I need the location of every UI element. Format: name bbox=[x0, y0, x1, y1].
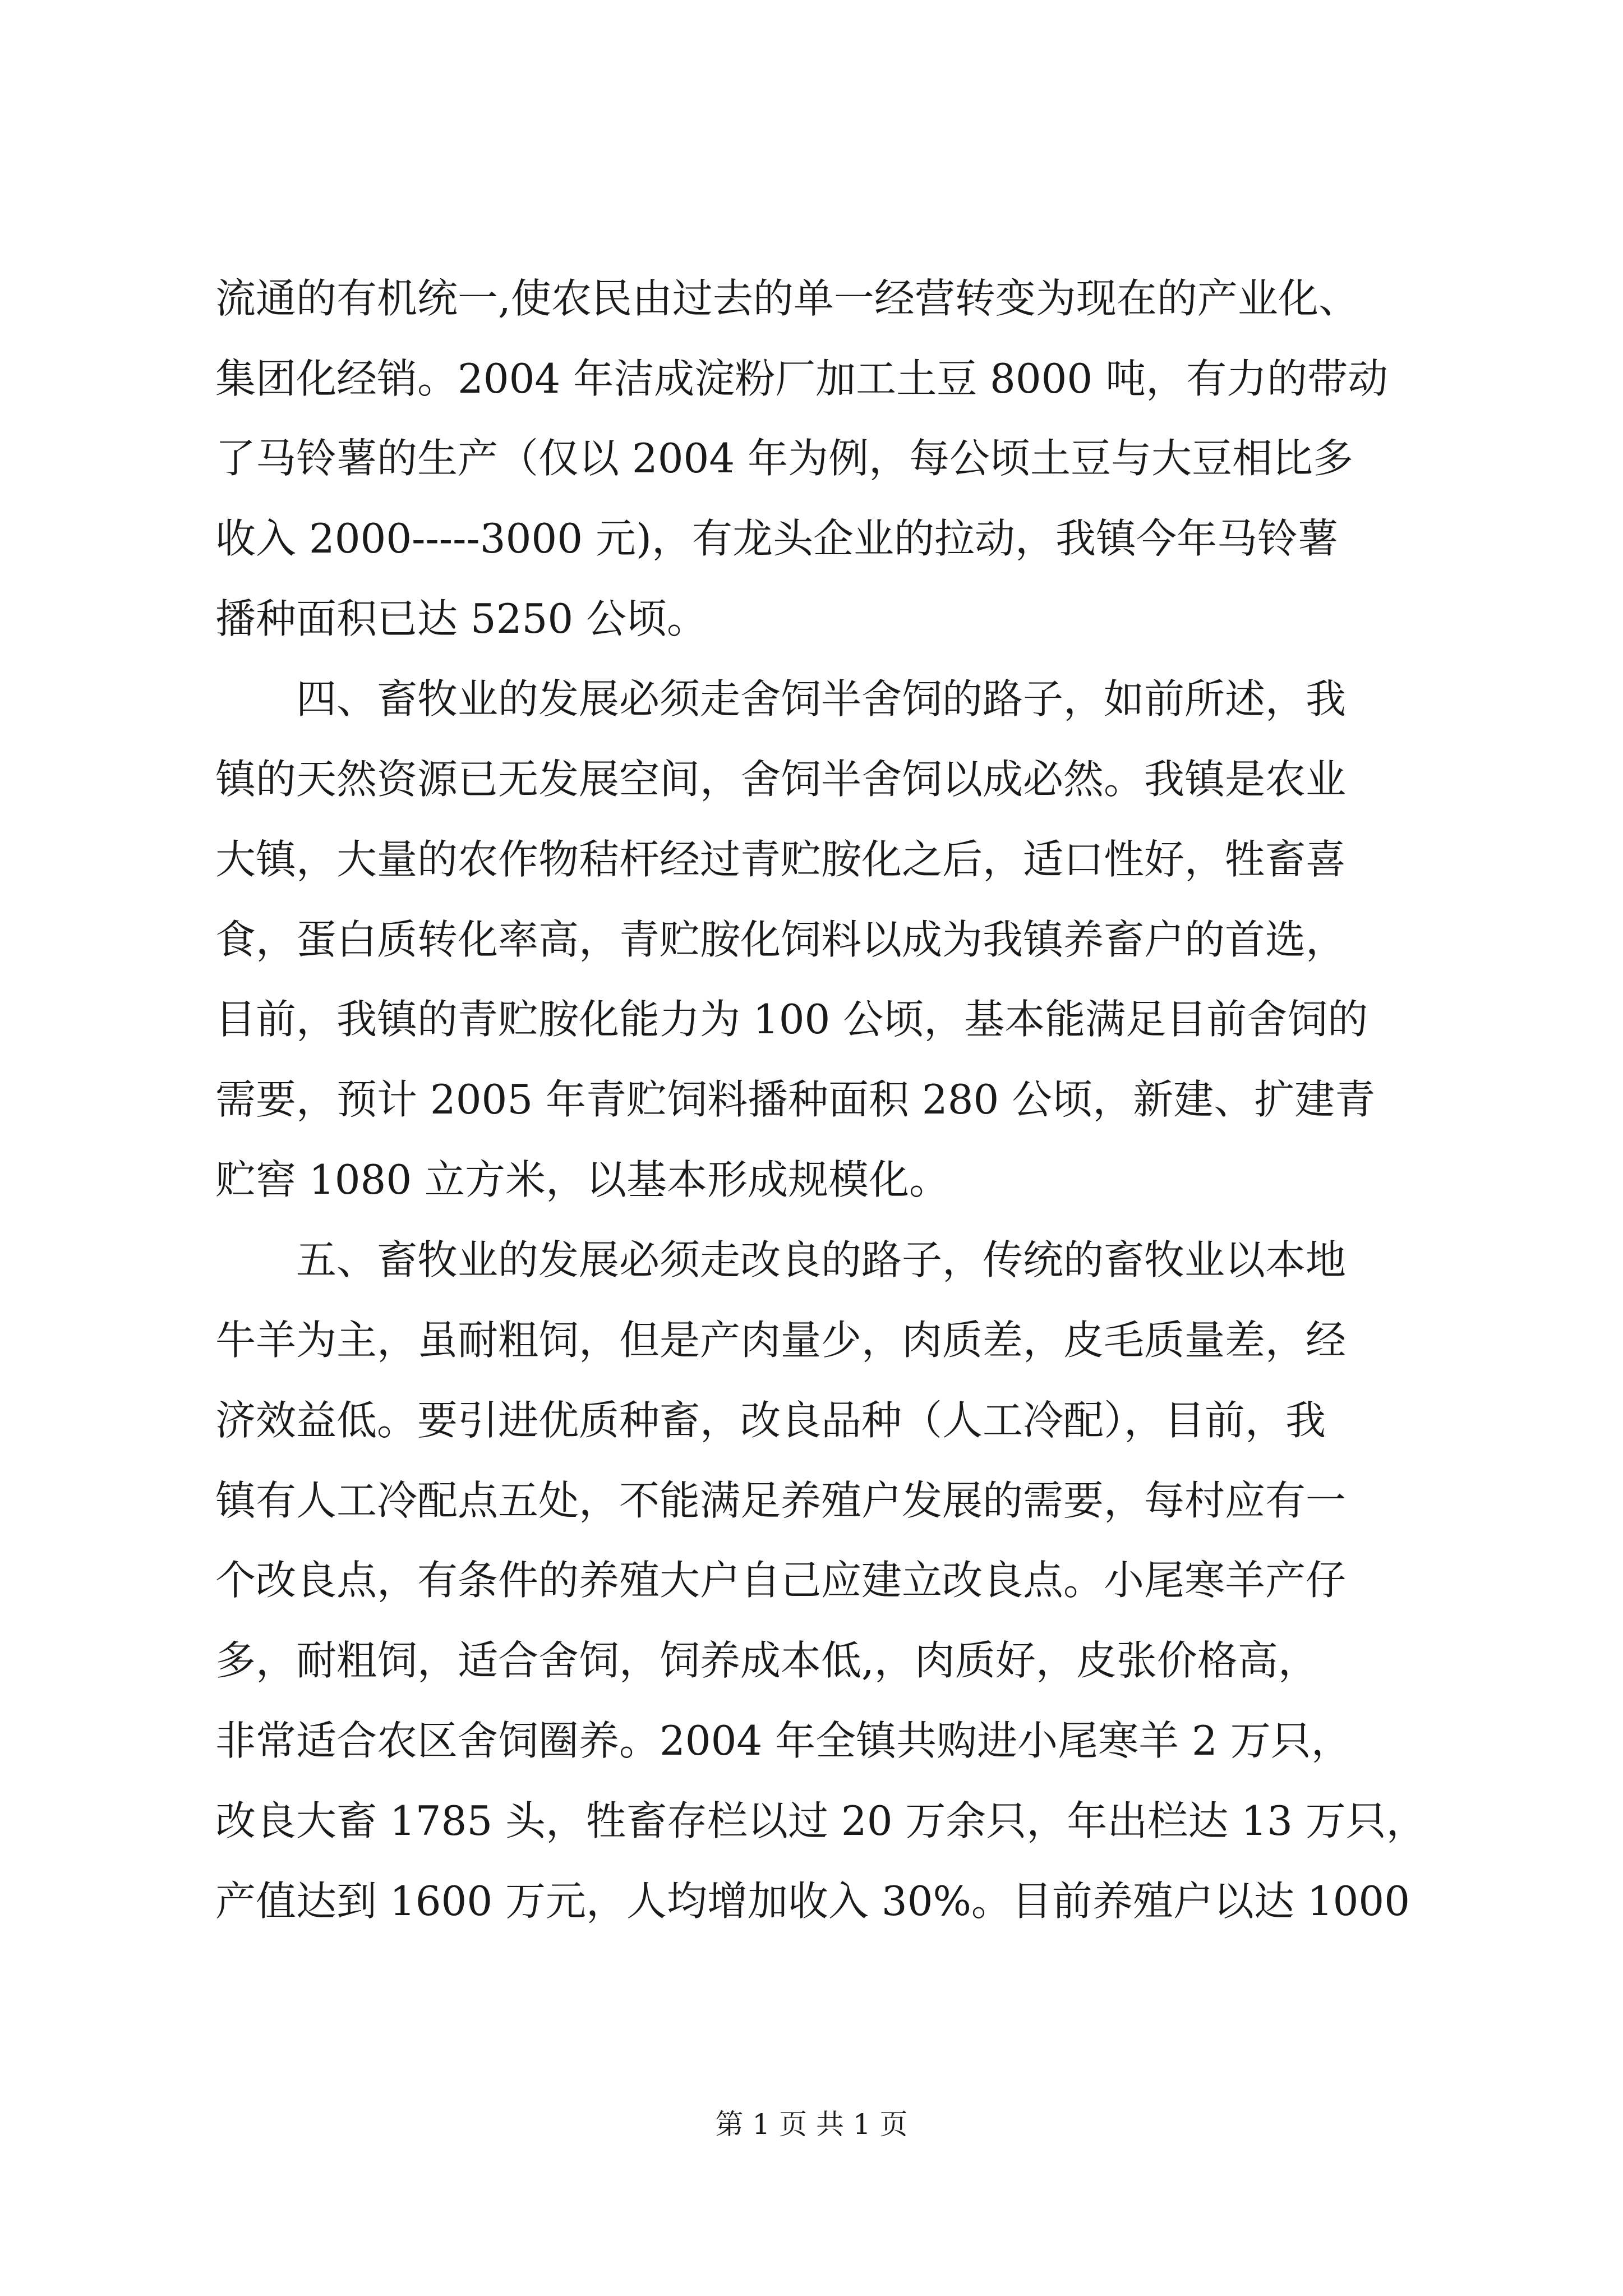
body-line: 牛羊为主，虽耐粗饲，但是产肉量少，肉质差，皮毛质量差，经 bbox=[215, 1317, 1347, 1364]
page-footer: 第 1 页 共 1 页 bbox=[715, 2108, 908, 2141]
body-line: 流通的有机统一,使农民由过去的单一经营转变为现在的产业化、 bbox=[215, 275, 1359, 322]
paragraph-start-line: 五、畜牧业的发展必须走改良的路子，传统的畜牧业以本地 bbox=[296, 1236, 1347, 1283]
body-line: 贮窖 1080 立方米，以基本形成规模化。 bbox=[215, 1156, 950, 1203]
body-line: 了马铃薯的生产（仅以 2004 年为例，每公顷土豆与大豆相比多 bbox=[215, 435, 1354, 482]
body-line: 集团化经销。2004 年洁成淀粉厂加工土豆 8000 吨，有力的带动 bbox=[215, 355, 1389, 402]
body-line: 播种面积已达 5250 公顷。 bbox=[215, 595, 708, 642]
body-line: 非常适合农区舍饲圈养。2004 年全镇共购进小尾寒羊 2 万只， bbox=[215, 1717, 1352, 1764]
body-line: 镇有人工冷配点五处，不能满足养殖户发展的需要，每村应有一 bbox=[215, 1477, 1347, 1524]
body-line: 目前，我镇的青贮胺化能力为 100 公顷，基本能满足目前舍饲的 bbox=[215, 996, 1368, 1043]
body-line: 产值达到 1600 万元，人均增加收入 30%。目前养殖户以达 1000 bbox=[215, 1878, 1410, 1925]
body-line: 收入 2000-----3000 元)，有龙头企业的拉动，我镇今年马铃薯 bbox=[215, 515, 1338, 562]
body-line: 需要，预计 2005 年青贮饲料播种面积 280 公顷，新建、扩建青 bbox=[215, 1076, 1376, 1123]
paragraph-start-line: 四、畜牧业的发展必须走舍饲半舍饲的路子，如前所述，我 bbox=[296, 675, 1347, 723]
body-line: 食，蛋白质转化率高，青贮胺化饲料以成为我镇养畜户的首选， bbox=[215, 916, 1347, 963]
body-line: 镇的天然资源已无发展空间，舍饲半舍饲以成必然。我镇是农业 bbox=[215, 756, 1347, 803]
body-line: 多，耐粗饲，适合舍饲，饲养成本低,，肉质好，皮张价格高， bbox=[215, 1637, 1318, 1684]
body-line: 改良大畜 1785 头，牲畜存栏以过 20 万余只，年出栏达 13 万只， bbox=[215, 1797, 1427, 1844]
body-line: 济效益低。要引进优质种畜，改良品种（人工冷配），目前，我 bbox=[215, 1397, 1326, 1444]
body-line: 大镇，大量的农作物秸杆经过青贮胺化之后，适口性好，牲畜喜 bbox=[215, 836, 1347, 883]
body-line: 个改良点，有条件的养殖大户自己应建立改良点。小尾寒羊产仔 bbox=[215, 1557, 1347, 1604]
